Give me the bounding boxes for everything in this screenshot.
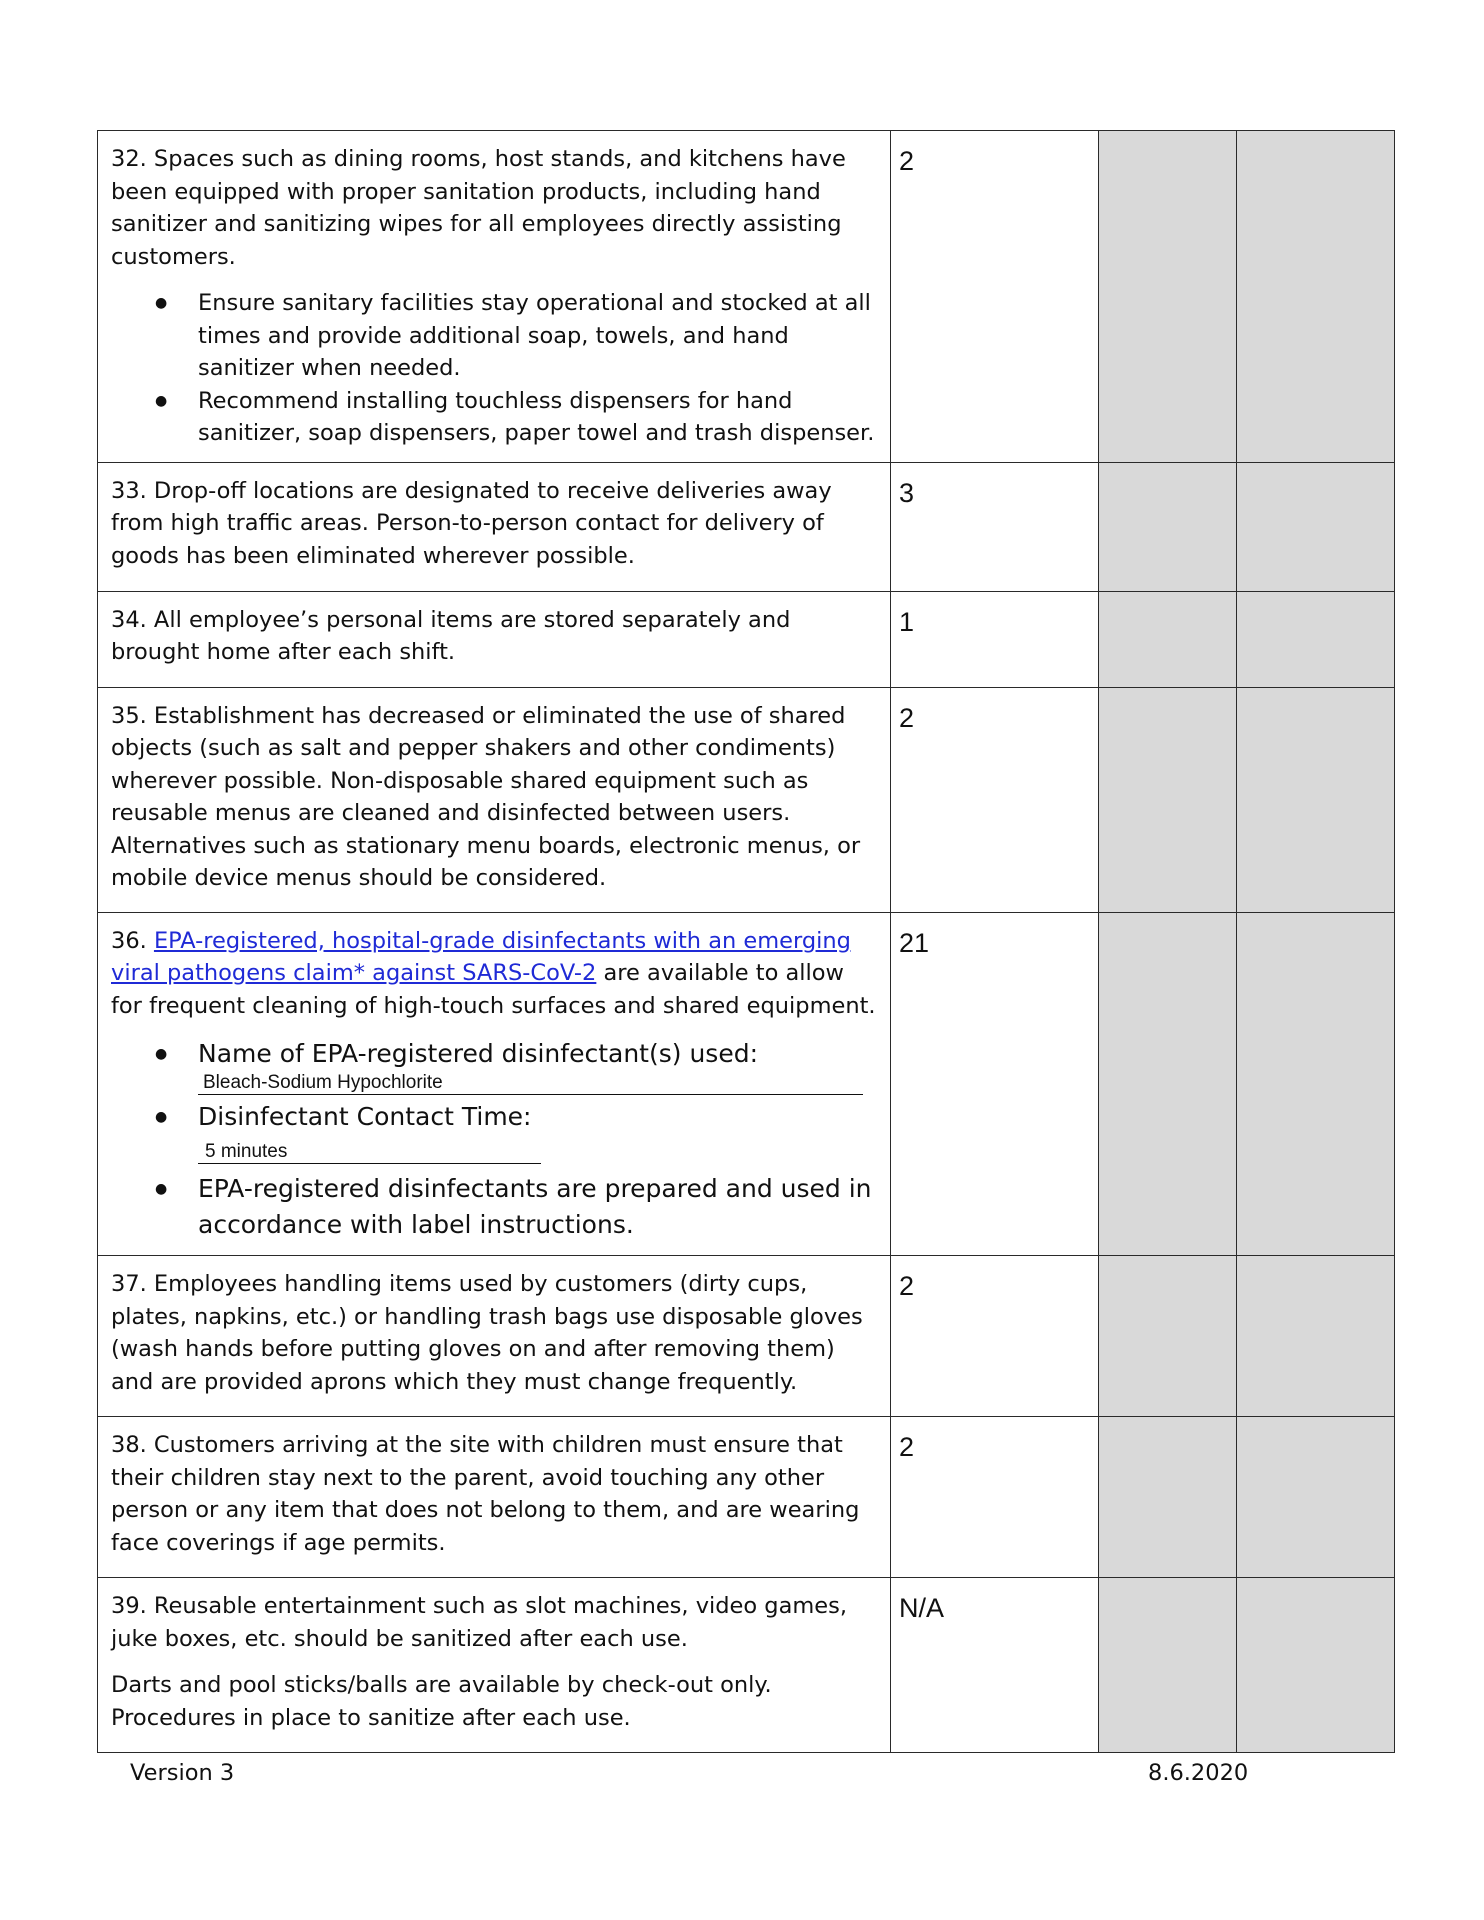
item-35-text: 35. Establishment has decreased or eliminated the use of shared objects (such as salt and pepper shakers and other condiments) wherever possible. Non-disposable shared equipment such as reusable menus are cleaned and disinfected between users. Alternatives such as stationary menu boards, electronic menus, or mobile device menus should be considered. <box>111 702 861 891</box>
item-36-bullets <box>111 1036 877 1243</box>
item-text-cell <box>98 1578 891 1753</box>
item-34-value: 1 <box>899 606 915 637</box>
item-39-value-cell[interactable] <box>891 1578 1099 1753</box>
disinfectant-name-label: Name of EPA-registered disinfectant(s) used: <box>198 1039 758 1068</box>
item-34-value-cell[interactable] <box>891 591 1099 687</box>
checklist-table <box>97 130 1395 1753</box>
item-37-value-cell[interactable] <box>891 1256 1099 1417</box>
item-text-cell <box>98 591 891 687</box>
item-text-cell <box>98 462 891 591</box>
table-row <box>98 591 1395 687</box>
bullet-item <box>198 1036 877 1095</box>
item-35-value-cell[interactable] <box>891 687 1099 912</box>
item-text-cell <box>98 131 891 463</box>
shaded-cell <box>1099 912 1237 1256</box>
item-33-value-cell[interactable] <box>891 462 1099 591</box>
item-35-value: 2 <box>899 702 915 733</box>
item-32-value-cell[interactable] <box>891 131 1099 463</box>
shaded-cell <box>1099 131 1237 463</box>
item-33-value: 3 <box>899 477 915 508</box>
shaded-cell <box>1099 1578 1237 1753</box>
item-text-cell <box>98 912 891 1256</box>
item-text-cell <box>98 1256 891 1417</box>
item-36-value-cell[interactable] <box>891 912 1099 1256</box>
table-row <box>98 1417 1395 1578</box>
disinfectant-name-field[interactable]: Bleach-Sodium Hypochlorite <box>198 1072 863 1095</box>
item-36-value: 21 <box>899 927 930 958</box>
shaded-cell <box>1237 1578 1395 1753</box>
shaded-cell <box>1099 462 1237 591</box>
shaded-cell <box>1099 591 1237 687</box>
bullet-item: ● Ensure sanitary facilities stay operational and stocked at all times and provide additional soap, towels, and hand sanitizer when needed. <box>198 287 877 385</box>
shaded-cell <box>1237 912 1395 1256</box>
bullet-item: ● EPA-registered disinfectants are prepared and used in accordance with label instructions. <box>198 1171 877 1243</box>
item-39-text: 39. Reusable entertainment such as slot machines, video games, juke boxes, etc. should be sanitized after each use. <box>111 1593 848 1652</box>
table-row <box>98 912 1395 1256</box>
table-row <box>98 687 1395 912</box>
item-32-text: 32. Spaces such as dining rooms, host stands, and kitchens have been equipped with proper sanitation products, including hand sanitizer and sanitizing wipes for all employees directly assisting customers. <box>111 146 846 270</box>
item-38-value-cell[interactable] <box>891 1417 1099 1578</box>
table-row <box>98 131 1395 463</box>
item-text-cell <box>98 1417 891 1578</box>
bullet-item <box>198 1099 877 1171</box>
item-39-note: Darts and pool sticks/balls are available by check-out only. Procedures in place to sanitize after each use. <box>111 1672 772 1731</box>
shaded-cell <box>1237 131 1395 463</box>
contact-time-field[interactable]: 5 minutes <box>198 1141 541 1164</box>
shaded-cell <box>1237 1417 1395 1578</box>
footer-date: 8.6.2020 <box>1148 1760 1249 1786</box>
item-36-text-suffix: are available to allow for frequent cleaning of high-touch surfaces and shared equipment. <box>111 960 876 1019</box>
shaded-cell <box>1237 462 1395 591</box>
item-text-cell <box>98 687 891 912</box>
item-32-value: 2 <box>899 146 915 176</box>
item-39-value: N/A <box>899 1593 945 1623</box>
item-37-text: 37. Employees handling items used by customers (dirty cups, plates, napkins, etc.) or handling trash bags use disposable gloves (wash hands before putting gloves on and after removing them) and are provided aprons which they must change frequently. <box>111 1271 863 1395</box>
item-38-value: 2 <box>899 1432 915 1462</box>
contact-time-label: Disinfectant Contact Time: <box>198 1102 532 1131</box>
item-33-text: 33. Drop-off locations are designated to receive deliveries away from high traffic areas. Person-to-person contact for delivery of goods has been eliminated wherever possible. <box>111 477 832 569</box>
item-34-text: 34. All employee’s personal items are stored separately and brought home after each shift. <box>111 606 791 665</box>
shaded-cell <box>1099 1417 1237 1578</box>
shaded-cell <box>1099 687 1237 912</box>
shaded-cell <box>1237 687 1395 912</box>
shaded-cell <box>1237 1256 1395 1417</box>
epa-disinfectants-link[interactable]: EPA-registered, hospital-grade disinfectants with an emerging viral pathogens claim* against SARS-CoV-2 <box>111 927 851 986</box>
table-row <box>98 462 1395 591</box>
shaded-cell <box>1237 591 1395 687</box>
item-36-text <box>111 925 877 1023</box>
shaded-cell <box>1099 1256 1237 1417</box>
item-36-number: 36. <box>111 927 154 954</box>
bullet-item: ● Recommend installing touchless dispensers for hand sanitizer, soap dispensers, paper towel and trash dispenser. <box>198 385 877 450</box>
footer-version: Version 3 <box>130 1760 235 1786</box>
table-row <box>98 1256 1395 1417</box>
table-row <box>98 1578 1395 1753</box>
item-37-value: 2 <box>899 1271 915 1301</box>
item-38-text: 38. Customers arriving at the site with children must ensure that their children stay next to the parent, avoid touching any other person or any item that does not belong to them, and are wearing face coverings if age permits. <box>111 1432 860 1556</box>
item-32-bullets <box>111 287 877 450</box>
